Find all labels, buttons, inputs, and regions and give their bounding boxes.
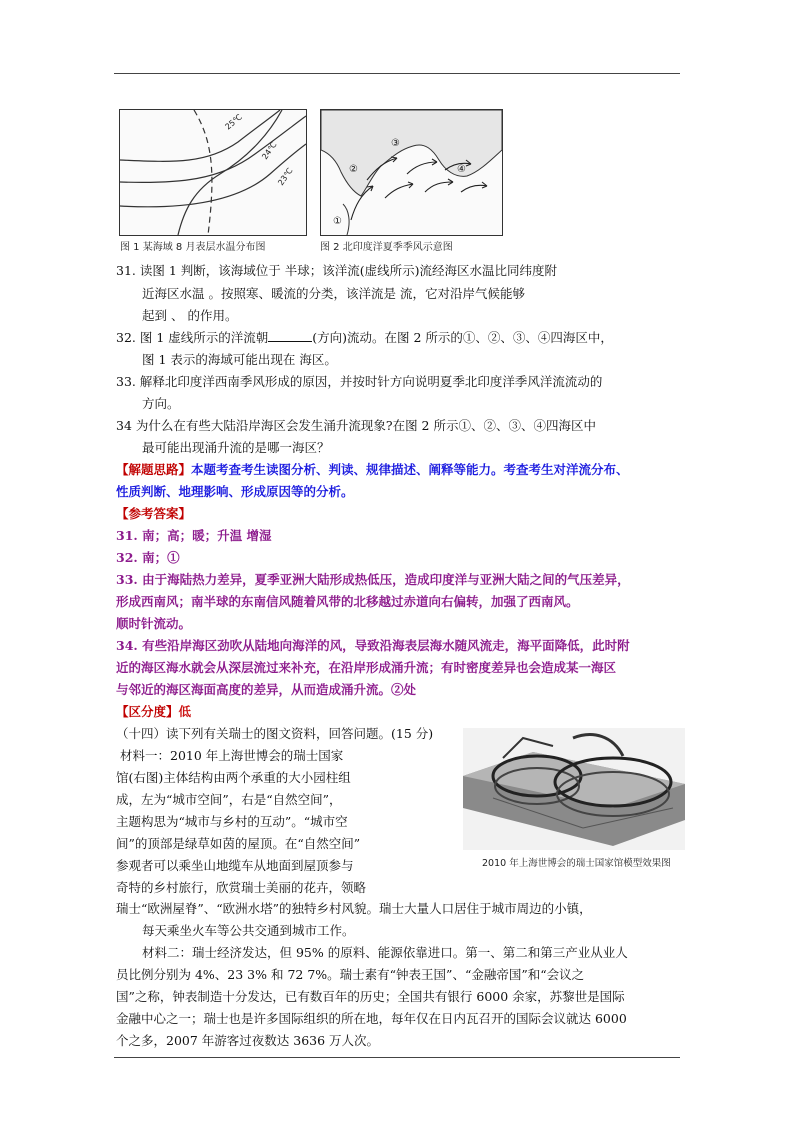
question-31-line-3: 起到 、 的作用。	[142, 308, 238, 323]
isotherm-chart	[120, 110, 306, 235]
region-label-1: ①	[333, 216, 342, 227]
isotherm-label-23: 23℃	[276, 166, 295, 188]
question-33-line-2: 方向。	[142, 396, 180, 411]
answer-34-line-3: 与邻近的海区海面高度的差异，从而造成涌升流。②处	[116, 682, 417, 697]
coast-africa	[343, 204, 349, 235]
figure-2-monsoon-map	[320, 109, 503, 236]
isotherm-label-24: 24℃	[260, 140, 279, 162]
material-1-line-7: 奇特的乡村旅行，欣赏瑞士美丽的花卉，领略	[116, 880, 367, 895]
difficulty-line	[116, 703, 191, 721]
section-14-intro: （十四）读下列有关瑞士的图文资料，回答问题。(15 分)	[116, 726, 434, 741]
answer-31: 31. 南；高；暖；升温 增湿	[116, 528, 272, 543]
analysis-text-1: 本题考查考生读图分析、判读、规律描述、阐释等能力。考查考生对洋流分布、	[191, 462, 629, 477]
top-rule	[114, 73, 680, 74]
bottom-rule	[114, 1057, 680, 1058]
question-31-line-2: 近海区水温 。按照寒、暖流的分类，该洋流是 流，它对沿岸气候能够	[142, 286, 525, 301]
isotherm-line-23	[120, 144, 306, 207]
photo-caption: 2010 年上海世博会的瑞士国家馆模型效果图	[482, 858, 671, 869]
ocean-current-dashed	[194, 110, 212, 235]
answer-33-line-1: 33. 由于海陆热力差异，夏季亚洲大陆形成热低压，造成印度洋与亚洲大陆之间的气压差异，	[116, 572, 630, 587]
isotherm-label-25: 25℃	[223, 112, 244, 132]
material-1-line-2: 馆(右图)主体结构由两个承重的大小园柱组	[116, 770, 351, 785]
analysis-tag: 【解题思路】	[116, 462, 192, 477]
pavilion-model-illustration	[463, 728, 685, 850]
material-1-line-3: 成，左为“城市空间”，右是“自然空间”，	[116, 792, 342, 807]
region-label-2: ②	[349, 164, 358, 175]
difficulty-tag: 【区分度】	[116, 704, 179, 719]
material-2-line-4: 金融中心之一；瑞士也是许多国际组织的所在地，每年仅在日内瓦召开的国际会议就达 6000	[116, 1011, 627, 1026]
figure-1-caption: 图 1 某海域 8 月表层水温分布图	[120, 242, 266, 253]
question-32-text-b: (方向)流动。在图 2 所示的①、②、③、④四海区中，	[312, 330, 613, 345]
question-33-line-1: 33. 解释北印度洋西南季风形成的原因，并按时针方向说明夏季北印度洋季风洋流流动的	[116, 374, 603, 389]
material-2-line-2: 员比例分别为 4%、23 3% 和 72 7%。瑞士素有“钟表王国”、“金融帝国”和“会议之	[116, 967, 585, 982]
material-1-line-8: 瑞士“欧洲屋脊”、“欧洲水塔”的独特乡村风貌。瑞士大量人口居住于城市周边的小镇，	[116, 901, 592, 916]
question-32-line-2: 图 1 表示的海域可能出现在 海区。	[142, 352, 337, 367]
region-label-3: ③	[391, 138, 400, 149]
material-1-line-4: 主题构思为“城市与乡村的互动”。“城市空	[116, 814, 348, 829]
question-32-text-a: 32. 图 1 虚线所示的洋流朝	[116, 330, 269, 345]
material-2-line-1: 材料二：瑞士经济发达，但 95% 的原料、能源依靠进口。第一、第二和第三产业从业人	[142, 945, 628, 960]
material-1-line-9: 每天乘坐火车等公共交通到城市工作。	[142, 923, 355, 938]
difficulty-value: 低	[178, 704, 192, 719]
answer-34-line-2: 近的海区海水就会从深层流过来补充，在沿岸形成涌升流；有时密度差异也会造成某一海区	[116, 660, 617, 675]
question-32-blank	[268, 329, 312, 342]
material-1-line-6: 参观者可以乘坐山地缆车从地面到屋顶参与	[116, 858, 354, 873]
swiss-pavilion-photo	[463, 728, 685, 850]
answer-33-line-3: 顺时针流动。	[116, 616, 192, 631]
question-32-line-1	[116, 329, 613, 347]
answer-32: 32. 南；①	[116, 550, 180, 565]
monsoon-map	[321, 110, 502, 235]
figure-2-caption: 图 2 北印度洋夏季季风示意图	[320, 242, 453, 253]
material-2-line-5: 个之多，2007 年游客过夜数达 3636 万人次。	[116, 1033, 380, 1048]
material-2-line-3: 国”之称，钟表制造十分发达，已有数百年的历史；全国共有银行 6000 余家，苏黎世是国际	[116, 989, 625, 1004]
question-31-line-1: 31. 读图 1 判断，该海域位于 半球；该洋流(虚线所示)流经海区水温比同纬度附	[116, 263, 557, 278]
question-34-line-2: 最可能出现涌升流的是哪一海区？	[142, 440, 330, 455]
answer-33-line-2: 形成西南风；南半球的东南信风随着风带的北移越过赤道向右偏转，加强了西南风。	[116, 594, 579, 609]
material-1-line-1: 材料一：2010 年上海世博会的瑞士国家	[120, 748, 344, 763]
material-1-line-5: 间”的顶部是绿草如茵的屋顶。在“自然空间”	[116, 836, 361, 851]
figure-1-sea-temperature-map	[119, 109, 307, 236]
region-label-4: ④	[457, 164, 466, 175]
isotherm-line-24	[120, 116, 306, 182]
answer-34-line-1: 34. 有些沿岸海区劲吹从陆地向海洋的风，导致沿海表层海水随风流走，海平面降低，此时附	[116, 638, 630, 653]
analysis-line-1	[116, 461, 629, 479]
answers-tag: 【参考答案】	[116, 506, 192, 521]
question-34-line-1: 34 为什么在有些大陆沿岸海区会发生涌升流现象?在图 2 所示①、②、③、④四海区中	[116, 418, 596, 433]
analysis-line-2: 性质判断、地理影响、形成原因等的分析。	[116, 484, 354, 499]
